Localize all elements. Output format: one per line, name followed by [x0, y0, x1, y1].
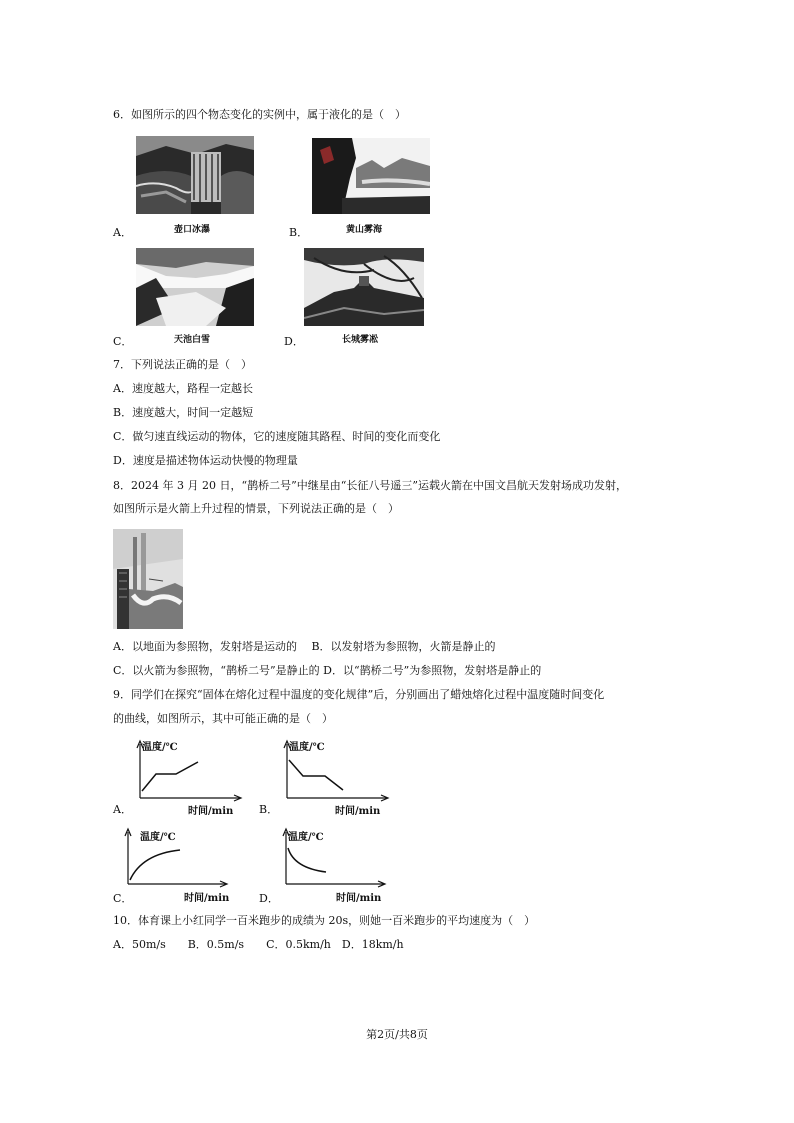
q9-graph-b — [283, 738, 393, 816]
q7-option-a: A．速度越大，路程一定越长 — [113, 382, 253, 395]
q9-graph-c-ylabel: 温度/℃ — [140, 832, 176, 843]
q9-stem-line1: 9．同学们在探究“固体在熔化过程中温度的变化规律”后，分别画出了蜡烛熔化过程中温度随时间变化 — [113, 688, 605, 701]
q7-stem: 7．下列说法正确的是（ ） — [113, 358, 252, 371]
q9-graph-b-ylabel: 温度/℃ — [289, 742, 325, 753]
q6-photo-c — [136, 248, 254, 326]
q6-photo-d — [304, 248, 424, 326]
q9-graph-c — [122, 826, 234, 904]
q6-option-a-caption: 壶口冰瀑 — [174, 225, 211, 235]
q6-option-d-letter: D． — [284, 335, 304, 348]
q7-option-c: C．做匀速直线运动的物体，它的速度随其路程、时间的变化而变化 — [113, 430, 441, 443]
q7-option-d: D．速度是描述物体运动快慢的物理量 — [113, 454, 298, 467]
q6-photo-b — [312, 138, 430, 214]
q8-stem-line1: 8．2024 年 3 月 20 日，“鹊桥二号”中继星由“长征八号遥三”运载火箭在中国文昌航天发射场成功发射， — [113, 479, 627, 492]
q8-options-line1: A．以地面为参照物，发射塔是运动的 B．以发射塔为参照物，火箭是静止的 — [113, 640, 496, 653]
q9-graph-d — [280, 826, 392, 904]
q9-option-a-letter: A． — [113, 803, 132, 816]
q6-option-c-caption: 天池白雪 — [174, 335, 211, 345]
q9-graph-a-ylabel: 温度/℃ — [142, 742, 178, 753]
q9-graph-d-xlabel: 时间/min — [336, 893, 382, 904]
q9-stem-line2: 的曲线，如图所示，其中可能正确的是（ ） — [113, 712, 333, 725]
q9-graph-b-xlabel: 时间/min — [335, 806, 381, 817]
q6-option-c-letter: C． — [113, 335, 133, 348]
q9-graph-a — [136, 738, 246, 816]
q6-stem: 6．如图所示的四个物态变化的实例中，属于液化的是（ ） — [113, 108, 406, 121]
q9-option-c-letter: C． — [113, 892, 133, 905]
q10-stem: 10．体育课上小红同学一百米跑步的成绩为 20s，则她一百米跑步的平均速度为（ ） — [113, 914, 536, 927]
q7-option-b: B．速度越大，时间一定越短 — [113, 406, 254, 419]
q6-option-a-letter: A． — [113, 226, 132, 239]
page-number: 第2页/共8页 — [366, 1028, 428, 1041]
q9-graph-a-xlabel: 时间/min — [188, 806, 234, 817]
q8-options-line2: C．以火箭为参照物，“鹊桥二号”是静止的 D．以“鹊桥二号”为参照物，发射塔是静止的 — [113, 664, 542, 677]
q9-option-b-letter: B． — [259, 803, 279, 816]
q6-option-d-caption: 长城雾凇 — [342, 335, 379, 345]
q8-rocket-photo — [113, 529, 183, 629]
q10-options: A．50m/s B．0.5m/s C．0.5km/h D．18km/h — [113, 938, 404, 951]
q9-graph-c-xlabel: 时间/min — [184, 893, 230, 904]
q9-option-d-letter: D． — [259, 892, 279, 905]
q9-graph-d-ylabel: 温度/℃ — [288, 832, 324, 843]
q6-option-b-letter: B． — [289, 226, 309, 239]
q8-stem-line2: 如图所示是火箭上升过程的情景，下列说法正确的是（ ） — [113, 502, 399, 515]
q6-option-b-caption: 黄山雾海 — [346, 225, 383, 235]
q6-photo-a — [136, 136, 254, 214]
